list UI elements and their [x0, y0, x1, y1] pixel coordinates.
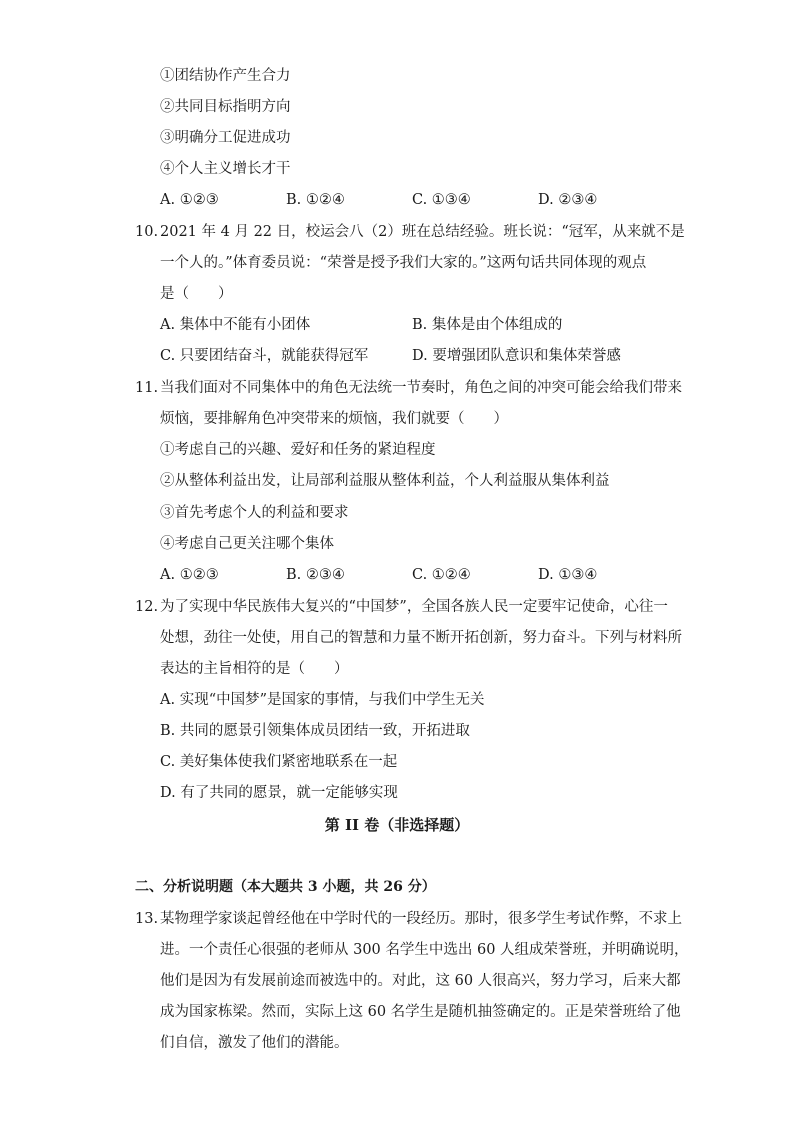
q9-statement-3: ③明确分工促进成功: [160, 130, 291, 146]
q12-option-a: A. 实现“中国梦”是国家的事情，与我们中学生无关: [160, 692, 485, 708]
q9-option-b: B. ①②④: [286, 192, 345, 208]
q10-option-a: A. 集体中不能有小团体: [160, 317, 311, 333]
q13-stem-line-2: 进。一个责任心很强的老师从 300 名学生中选出 60 人组成荣誉班，并明确说明，: [160, 942, 689, 958]
q9-option-d: D. ②③④: [538, 192, 598, 208]
q13-stem-line-5: 们自信，激发了他们的潜能。: [160, 1035, 349, 1051]
q11-stem-line-1: 当我们面对不同集体中的角色无法统一节奏时，角色之间的冲突可能会给我们带来: [160, 380, 682, 396]
q10-stem-line-2: 一个人的。”体育委员说：“荣誉是授予我们大家的。”这两句话共同体现的观点: [160, 255, 647, 271]
q10-number: 10.: [135, 224, 159, 240]
q11-statement-3: ③首先考虑个人的利益和要求: [160, 505, 349, 521]
q10-stem-line-1: 2021 年 4 月 22 日，校运会八（2）班在总结经验。班长说：“冠军，从来就不是: [160, 224, 685, 240]
q13-stem-line-1: 某物理学家谈起曾经他在中学时代的一段经历。那时，很多学生考试作弊，不求上: [160, 911, 682, 927]
q11-option-a: A. ①②③: [160, 567, 219, 583]
q11-option-b: B. ②③④: [286, 567, 345, 583]
q9-statement-1: ①团结协作产生合力: [160, 68, 291, 84]
q11-option-c: C. ①②④: [412, 567, 471, 583]
q11-number: 11.: [135, 380, 159, 396]
q11-statement-4: ④考虑自己更关注哪个集体: [160, 536, 334, 552]
q10-stem-line-3: 是（ ）: [160, 286, 233, 302]
q10-option-c: C. 只要团结奋斗，就能获得冠军: [160, 348, 369, 364]
q11-statement-1: ①考虑自己的兴趣、爱好和任务的紧迫程度: [160, 442, 436, 458]
q11-option-d: D. ①③④: [538, 567, 598, 583]
q12-stem-line-3: 表达的主旨相符的是（ ）: [160, 661, 349, 677]
q13-stem-line-3: 他们是因为有发展前途而被选中的。对此，这 60 人很高兴，努力学习，后来大都: [160, 973, 681, 989]
q12-option-b: B. 共同的愿景引领集体成员团结一致，开拓进取: [160, 723, 470, 739]
q9-statement-2: ②共同目标指明方向: [160, 99, 291, 115]
section-title: 二、分析说明题（本大题共 3 小题，共 26 分）: [135, 879, 436, 895]
q10-option-b: B. 集体是由个体组成的: [412, 317, 563, 333]
q12-number: 12.: [135, 599, 159, 615]
q13-stem-line-4: 成为国家栋梁。然而，实际上这 60 名学生是随机抽签确定的。正是荣誉班给了他: [160, 1004, 681, 1020]
q9-option-c: C. ①③④: [412, 192, 471, 208]
q10-option-d: D. 要增强团队意识和集体荣誉感: [412, 348, 621, 364]
q9-option-a: A. ①②③: [160, 192, 219, 208]
q12-stem-line-1: 为了实现中华民族伟大复兴的“中国梦”，全国各族人民一定要牢记使命，心往一: [160, 599, 668, 615]
q9-statement-4: ④个人主义增长才干: [160, 161, 291, 177]
q13-number: 13.: [135, 911, 159, 927]
q12-option-d: D. 有了共同的愿景，就一定能够实现: [160, 785, 398, 801]
q11-statement-2: ②从整体利益出发，让局部利益服从整体利益，个人利益服从集体利益: [160, 473, 610, 489]
q12-option-c: C. 美好集体使我们紧密地联系在一起: [160, 754, 398, 770]
volume-title: 第 II 卷（非选择题）: [324, 816, 470, 834]
q11-stem-line-2: 烦恼，要排解角色冲突带来的烦恼，我们就要（ ）: [160, 411, 508, 427]
q12-stem-line-2: 处想，劲往一处使，用自己的智慧和力量不断开拓创新，努力奋斗。下列与材料所: [160, 630, 682, 646]
